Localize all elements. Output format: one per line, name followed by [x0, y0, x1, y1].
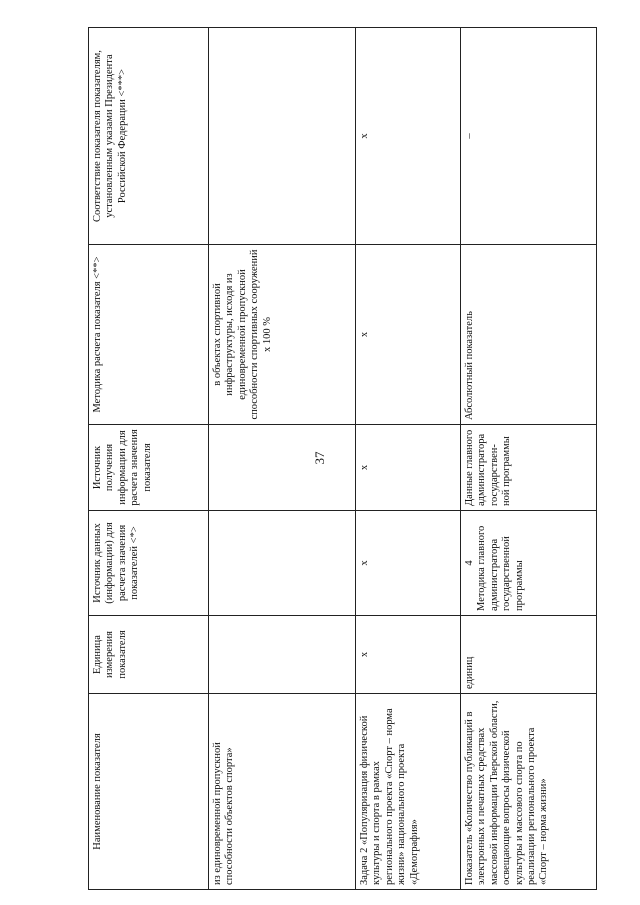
- indicator-table: [88, 27, 597, 890]
- page-number: 37: [312, 451, 327, 465]
- row3-info-source: Данные главного администратора государствен-ной программы: [461, 425, 597, 511]
- table-row: [209, 28, 356, 890]
- row1-info-source: [209, 425, 356, 511]
- row2-method: х: [356, 245, 461, 425]
- row1-unit: [209, 616, 356, 694]
- header-info-source: Источник получения информации для расчета значения показателя: [89, 425, 209, 511]
- header-conformity: Соответствие показателя показателям, установленным указами Президента Российской Федерации <***>: [89, 28, 209, 245]
- row2-info-source: х: [356, 425, 461, 511]
- row3-unit: единиц: [461, 616, 597, 694]
- row3-name: Показатель «Количество публикаций в электронных и печатных средствах массовой информации Тверской области, освещающие вопросы физической культуры и массового спорта по реализации регионального проекта «Спорт – норма жизни»: [461, 694, 597, 890]
- indicator-table-container: [88, 28, 596, 890]
- row2-unit: х: [356, 616, 461, 694]
- row3-method: Абсолютный показатель: [461, 245, 597, 425]
- row2-conformity: х: [356, 28, 461, 245]
- header-method: Методика расчета показателя <**>: [89, 245, 209, 425]
- row1-conformity: [209, 28, 356, 245]
- row3-conformity: –: [461, 28, 597, 245]
- row1-data-source: [209, 511, 356, 616]
- table-row: [461, 28, 597, 890]
- row3-data-source-cell: [461, 511, 597, 616]
- row3-data-source: Методика главного администратора государственной программы: [476, 525, 525, 611]
- header-unit: Единица измерения показателя: [89, 616, 209, 694]
- header-indicator-name: Наименование показателя: [89, 694, 209, 890]
- row1-name: из единовременной пропускной способности объектов спорта»: [209, 694, 356, 890]
- table-row: [356, 28, 461, 890]
- table-header-row: [89, 28, 209, 890]
- row1-method: в объектах спортивной инфраструктуры, исходя из единовременной пропускной способности спортивных сооружений х 100 %: [209, 245, 356, 425]
- header-data-source: Источник данных (информации) для расчета значения показателей <*>: [89, 511, 209, 616]
- row2-data-source: х: [356, 511, 461, 616]
- row2-name: Задача 2 «Популяризация физической культуры и спорта в рамках регионального проекта «Спорт – норма жизни» национального проекта «Демография»: [356, 694, 461, 890]
- row3-column-number: 4: [464, 560, 475, 566]
